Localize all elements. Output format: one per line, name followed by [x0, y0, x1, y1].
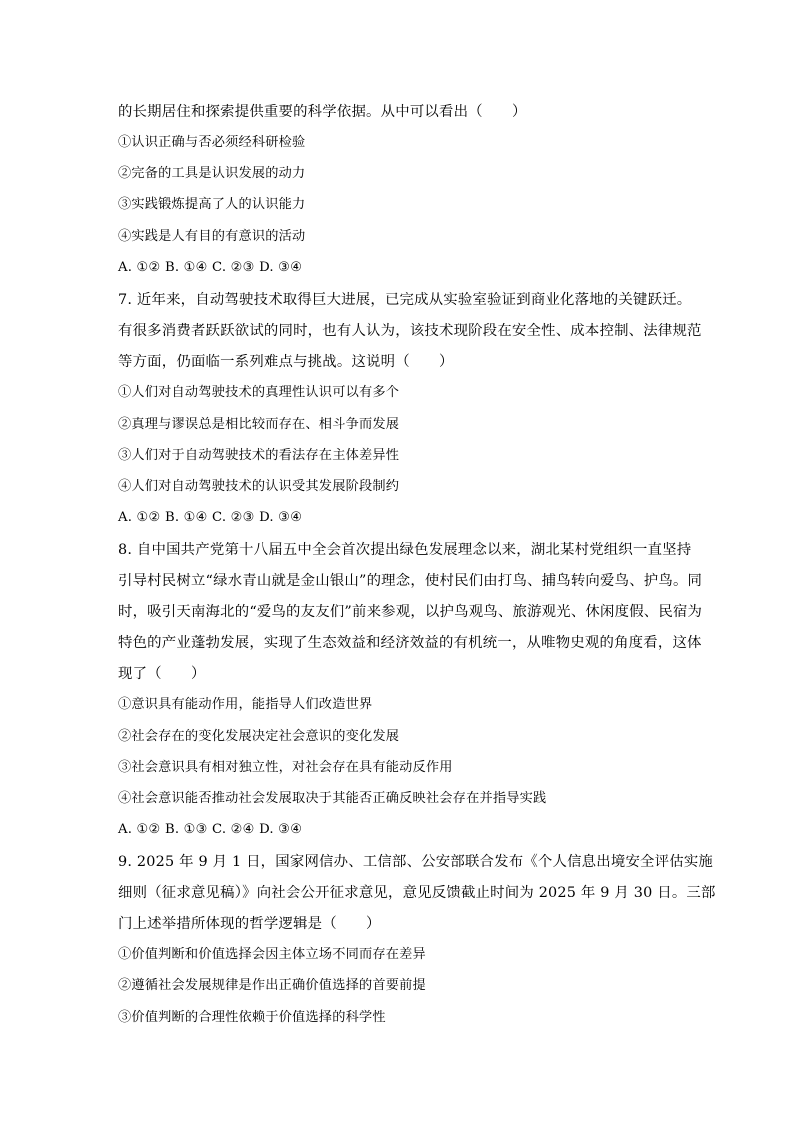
- q8-stem-line-5: 现了（ ）: [118, 666, 206, 682]
- q8-option-2: ②社会存在的变化发展决定社会意识的变化发展: [118, 729, 400, 744]
- q7-stem-line-1: 7. 近年来，自动驾驶技术取得巨大进展，已完成从实验室验证到商业化落地的关键跃迁。: [118, 292, 692, 308]
- q6-option-4: ④实践是人有目的有意识的活动: [118, 229, 306, 244]
- q8-stem-line-2: 引导村民树立“绿水青山就是金山银山”的理念，使村民们由打鸟、捕鸟转向爱鸟、护鸟。同: [118, 573, 703, 589]
- q9-stem-line-2: 细则（征求意见稿）》向社会公开征求意见，意见反馈截止时间为 2025 年 9 月 30 日。三部: [118, 885, 716, 901]
- q6-option-2: ②完备的工具是认识发展的动力: [118, 166, 306, 181]
- q7-option-1: ①人们对自动驾驶技术的真理性认识可以有多个: [118, 385, 400, 400]
- q7-stem-line-3: 等方面，仍面临一系列难点与挑战。这说明（ ）: [118, 354, 454, 370]
- q8-option-1: ①意识具有能动作用，能指导人们改造世界: [118, 697, 373, 712]
- q9-stem-line-3: 门上述举措所体现的哲学逻辑是（ ）: [118, 916, 381, 932]
- q8-option-4: ④社会意识能否推动社会发展取决于其能否正确反映社会存在并指导实践: [118, 791, 547, 806]
- q8-stem-line-3: 时，吸引天南海北的“爱鸟的友友们”前来参观，以护鸟观鸟、旅游观光、休闲度假、民宿为: [118, 604, 703, 620]
- q6-stem-continuation: 的长期居住和探索提供重要的科学依据。从中可以看出（ ）: [118, 104, 527, 120]
- q8-option-3: ③社会意识具有相对独立性，对社会存在具有能动反作用: [118, 760, 453, 775]
- q9-option-2: ②遵循社会发展规律是作出正确价值选择的首要前提: [118, 978, 426, 993]
- q7-option-2: ②真理与谬误总是相比较而存在、相斗争而发展: [118, 417, 400, 432]
- q6-answer-choices: A. ①② B. ①④ C. ②③ D. ③④: [118, 260, 303, 275]
- q8-stem-line-4: 特色的产业蓬勃发展，实现了生态效益和经济效益的有机统一，从唯物史观的角度看，这体: [118, 635, 702, 651]
- q9-option-1: ①价值判断和价值选择会因主体立场不同而存在差异: [118, 947, 426, 962]
- q9-stem-line-1: 9. 2025 年 9 月 1 日，国家网信办、工信部、公安部联合发布《个人信息出境安全评估实施: [118, 854, 713, 870]
- q6-option-1: ①认识正确与否必须经科研检验: [118, 135, 306, 150]
- q6-option-3: ③实践锻炼提高了人的认识能力: [118, 197, 306, 212]
- q8-answer-choices: A. ①② B. ①③ C. ②④ D. ③④: [118, 822, 303, 837]
- q8-stem-line-1: 8. 自中国共产党第十八届五中全会首次提出绿色发展理念以来，湖北某村党组织一直坚持: [118, 542, 692, 558]
- q7-answer-choices: A. ①② B. ①④ C. ②③ D. ③④: [118, 510, 303, 525]
- q9-option-3: ③价值判断的合理性依赖于价值选择的科学性: [118, 1010, 386, 1025]
- q7-option-4: ④人们对自动驾驶技术的认识受其发展阶段制约: [118, 479, 400, 494]
- q7-stem-line-2: 有很多消费者跃跃欲试的同时，也有人认为，该技术现阶段在安全性、成本控制、法律规范: [118, 323, 702, 339]
- q7-option-3: ③人们对于自动驾驶技术的看法存在主体差异性: [118, 448, 400, 463]
